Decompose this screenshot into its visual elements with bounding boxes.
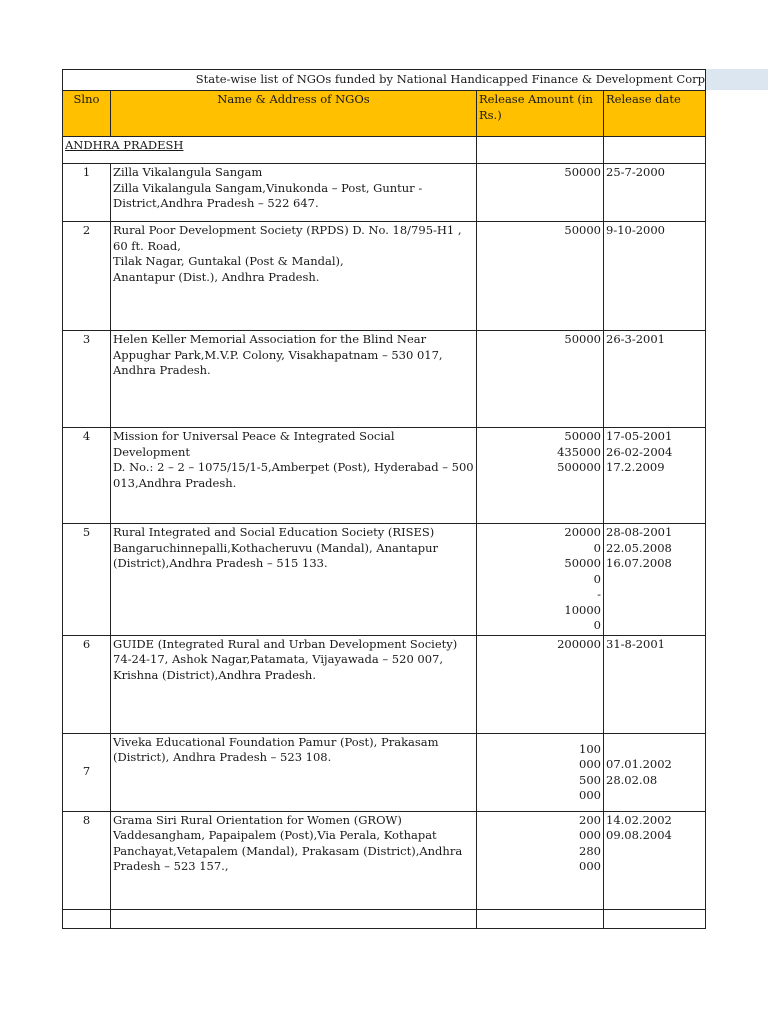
row-name: Rural Poor Development Society (RPDS) D. No. 18/795-H1 , 60 ft. Road, Tilak Nagar, Guntakal (Post & Mandal), Anantapur (Dist.), Andhra Pradesh. [111, 222, 477, 331]
row-slno: 5 [63, 524, 111, 636]
row-amount: 50000 [477, 164, 604, 222]
row-name: GUIDE (Integrated Rural and Urban Development Society) 74-24-17, Ashok Nagar,Patamata, Vijayawada – 520 007, Krishna (District),Andhra Pradesh. [111, 635, 477, 733]
header-date: Release date [604, 91, 706, 137]
row-amount: 50000 [477, 222, 604, 331]
header-slno: Slno [63, 91, 111, 137]
row-date: 9-10-2000 [604, 222, 706, 331]
empty-cell [477, 137, 604, 164]
table-row [63, 428, 706, 524]
table-title: State-wise list of NGOs funded by National Handicapped Finance & Development Corp [63, 70, 706, 91]
row-amount: 200 000 280 000 [477, 811, 604, 909]
row-name: Helen Keller Memorial Association for the Blind Near Appughar Park,M.V.P. Colony, Visakhapatnam – 530 017, Andhra Pradesh. [111, 331, 477, 428]
row-slno: 7 [63, 733, 111, 811]
row-name: Viveka Educational Foundation Pamur (Post), Prakasam (District), Andhra Pradesh – 523 108. [111, 733, 477, 811]
row-name: Mission for Universal Peace & Integrated Social Development D. No.: 2 – 2 – 1075/15/1-5,Amberpet (Post), Hyderabad – 500 013,Andhra Pradesh. [111, 428, 477, 524]
row-slno: 8 [63, 811, 111, 909]
row-date: 17-05-2001 26-02-2004 17.2.2009 [604, 428, 706, 524]
row-amount: 50000 435000 500000 [477, 428, 604, 524]
row-date: 25-7-2000 [604, 164, 706, 222]
table-row [63, 331, 706, 428]
row-name: Rural Integrated and Social Education Society (RISES) Bangaruchinnepalli,Kothacheruvu (Mandal), Anantapur (District),Andhra Pradesh – 515 133. [111, 524, 477, 636]
row-amount: 50000 [477, 331, 604, 428]
table-row [63, 164, 706, 222]
state-heading: ANDHRA PRADESH [63, 137, 477, 164]
empty-cell [477, 909, 604, 928]
row-slno: 1 [63, 164, 111, 222]
table-row [63, 733, 706, 811]
table-row [63, 524, 706, 636]
row-slno: 4 [63, 428, 111, 524]
row-slno: 6 [63, 635, 111, 733]
row-date: 28-08-2001 22.05.2008 16.07.2008 [604, 524, 706, 636]
row-date: 14.02.2002 09.08.2004 [604, 811, 706, 909]
row-name: Grama Siri Rural Orientation for Women (GROW) Vaddesangham, Papaipalem (Post),Via Perala, Kothapat Panchayat,Vetapalem (Mandal), Prakasam (District),Andhra Pradesh – 523 157., [111, 811, 477, 909]
empty-cell [604, 909, 706, 928]
table-row [63, 909, 706, 928]
sheet-header-strip [706, 69, 768, 90]
row-amount: 100 000 500 000 [477, 733, 604, 811]
row-slno: 2 [63, 222, 111, 331]
row-amount: 20000 0 50000 0 - 10000 0 [477, 524, 604, 636]
table-row [63, 811, 706, 909]
header-name: Name & Address of NGOs [111, 91, 477, 137]
row-slno: 3 [63, 331, 111, 428]
header-amount: Release Amount (in Rs.) [477, 91, 604, 137]
row-date: 07.01.2002 28.02.08 [604, 733, 706, 811]
empty-cell [604, 137, 706, 164]
table-row [63, 635, 706, 733]
empty-cell [111, 909, 477, 928]
ngo-table [62, 69, 706, 929]
row-date: 31-8-2001 [604, 635, 706, 733]
row-date: 26-3-2001 [604, 331, 706, 428]
row-amount: 200000 [477, 635, 604, 733]
row-name: Zilla Vikalangula Sangam Zilla Vikalangula Sangam,Vinukonda – Post, Guntur - District,Andhra Pradesh – 522 647. [111, 164, 477, 222]
table-row [63, 222, 706, 331]
empty-cell [63, 909, 111, 928]
